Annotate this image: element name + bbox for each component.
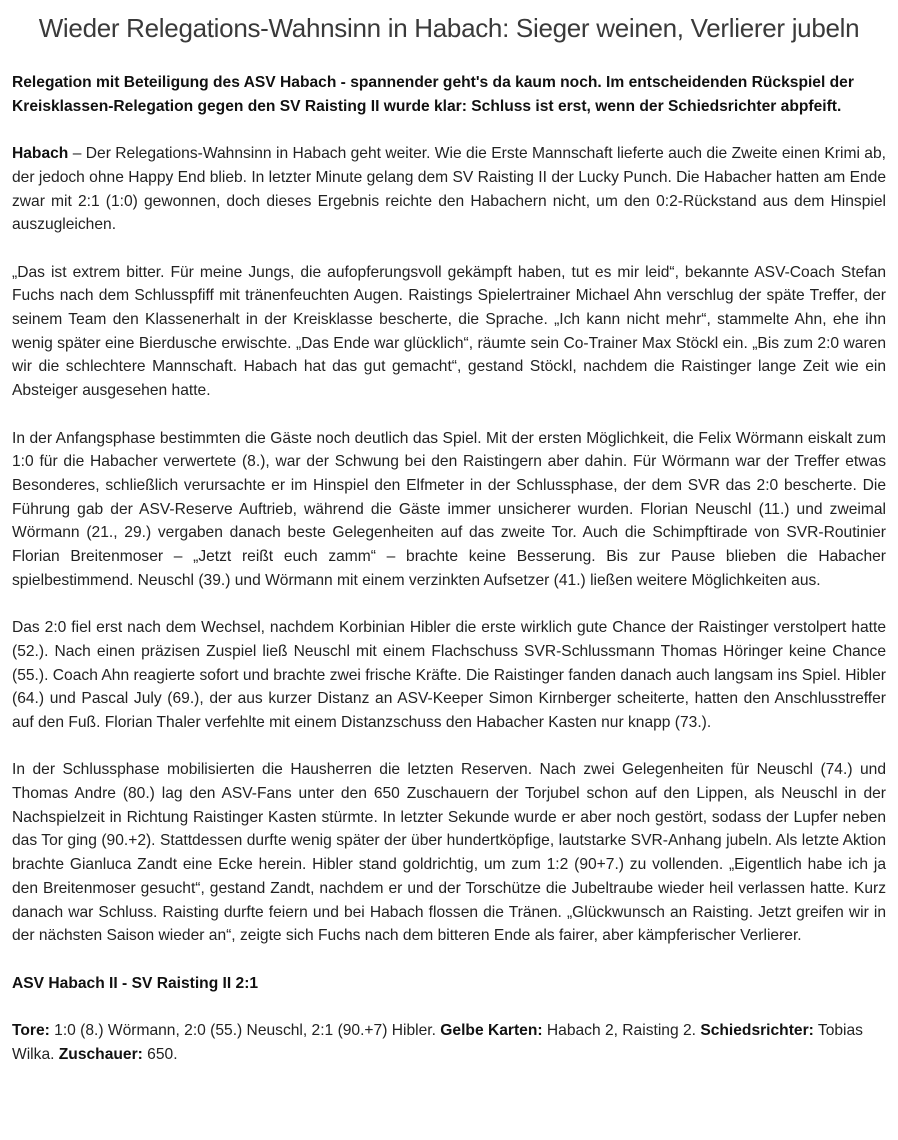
article-paragraph-4: Das 2:0 fiel erst nach dem Wechsel, nachdem Korbinian Hibler die erste wirklich gute Chance der Raistinger verstolpert hatte (52.). Nach einen präzisen Zuspiel ließ Neuschl mit einem Flachschuss SVR-Schlussmann Thomas Höringer keine Chance (55.). Coach Ahn reagierte sofort und brachte zwei frische Kräfte. Die Raistinger fanden danach auch langsam ins Spiel. Hibler (64.) und Pascal July (69.), der aus kurzer Distanz an ASV-Keeper Simon Kirnberger scheiterte, hatten den Anschlusstreffer auf den Fuß. Florian Thaler verfehlte mit einem Distanzschuss den Habacher Kasten nur knapp (73.). bbox=[12, 619, 886, 731]
article-paragraph-5: In der Schlussphase mobilisierten die Hausherren die letzten Reserven. Nach zwei Gelegenheiten für Neuschl (74.) und Thomas Andre (80.) lag den ASV-Fans unter den 650 Zuschauern der Torjubel schon auf den Lippen, als Neuschl in der Nachspielzeit in Richtung Raistinger Kasten stürmte. In letzter Sekunde wurde er aber noch gestört, sodass der Lupfer neben das Tor ging (90.+2). Stattdessen durfte wenig später der über hundertköpfige, lautstarke SVR-Anhang jubeln. Als letzte Aktion brachte Gianluca Zandt eine Ecke herein. Hibler stand goldrichtig, um zum 1:2 (90+7.) zu vollenden. „Eigentlich habe ich ja den Breitenmoser gesucht“, gestand Zandt, nachdem er und der Torschütze die Jubeltraube wieder heil verlassen hatte. Kurz danach war Schluss. Raisting durfte feiern und bei Habach flossen die Tränen. „Glückwunsch an Raisting. Jetzt greifen wir in der nächsten Saison wieder an“, zeigte sich Fuchs nach dem bitteren Ende als fairer, aber kämpferischer Verlierer. bbox=[12, 761, 886, 945]
spectators-label: Zuschauer: bbox=[58, 1045, 143, 1063]
spectators-value: 650. bbox=[142, 1045, 178, 1063]
article bbox=[12, 8, 886, 1066]
article-headline: Wieder Relegations-Wahnsinn in Habach: Sieger weinen, Verlierer jubeln bbox=[38, 13, 860, 43]
match-result-heading: ASV Habach II - SV Raisting II 2:1 bbox=[12, 974, 259, 992]
referee-value: Tobias Wilka. bbox=[12, 1022, 863, 1063]
goals-value: 1:0 (8.) Wörmann, 2:0 (55.) Neuschl, 2:1 (90.+7) Hibler. bbox=[49, 1022, 441, 1040]
goals-label: Tore: bbox=[12, 1022, 50, 1040]
article-paragraph-1 bbox=[12, 142, 886, 237]
referee-label: Schiedsrichter: bbox=[700, 1022, 814, 1040]
article-lead: Relegation mit Beteiligung des ASV Habach - spannender geht's da kaum noch. Im entscheidenden Rückspiel der Kreisklassen-Relegation gegen den SV Raisting II wurde klar: Schluss ist erst, wenn der Schiedsrichter abpfeift. bbox=[12, 74, 854, 115]
cards-label: Gelbe Karten: bbox=[440, 1022, 543, 1040]
article-dateline: Habach bbox=[12, 145, 69, 163]
cards-value: Habach 2, Raisting 2. bbox=[542, 1022, 701, 1040]
article-paragraph-3: In der Anfangsphase bestimmten die Gäste noch deutlich das Spiel. Mit der ersten Möglichkeit, die Felix Wörmann eiskalt zum 1:0 für die Habacher verwertete (8.), war der Schwung bei den Raistingern aber dahin. Für Wörmann war der Treffer etwas Besonderes, schließlich verursachte er im Hinspiel den Elfmeter in der Schlussphase, der dem SVR das 2:0 bescherte. Die Führung gab der ASV-Reserve Auftrieb, während die Gäste immer unsicherer wurden. Florian Neuschl (11.) und zweimal Wörmann (21., 29.) vergaben danach beste Gelegenheiten auf das zweite Tor. Auch die Schimpftirade von SVR-Routinier Florian Breitenmoser – „Jetzt reißt euch zamm“ – brachte keine Besserung. Bis zur Pause blieben die Habacher spielbestimmend. Neuschl (39.) und Wörmann mit einem verzinkten Aufsetzer (41.) ließen weitere Möglichkeiten aus. bbox=[12, 429, 886, 589]
match-facts bbox=[12, 1019, 886, 1066]
article-paragraph-2: „Das ist extrem bitter. Für meine Jungs, die aufopferungsvoll gekämpft haben, tut es mir leid“, bekannte ASV-Coach Stefan Fuchs nach dem Schlusspfiff mit tränenfeuchten Augen. Raistings Spielertrainer Michael Ahn verschlug der späte Treffer, der seinem Team den Klassenerhalt in der Kreisklasse bescherte, die Sprache. „Ich kann nicht mehr“, stammelte Ahn, ehe ihn wenig später eine Bierdusche erwischte. „Das Ende war glücklich“, räumte sein Co-Trainer Max Stöckl ein. „Bis zum 2:0 waren wir die schlechtere Mannschaft. Habach hat das gut gemacht“, gestand Stöckl, nachdem die Raistinger lange Zeit wie ein Absteiger ausgesehen hatte. bbox=[12, 263, 886, 400]
paragraph-1-text: – Der Relegations-Wahnsinn in Habach geht weiter. Wie die Erste Mannschaft lieferte auch die Zweite einen Krimi ab, der jedoch ohne Happy End blieb. In letzter Minute gelang dem SV Raisting II der Lucky Punch. Die Habacher hatten am Ende zwar mit 2:1 (1:0) gewonnen, doch dieses Ergebnis reichte den Habachern nicht, um den 0:2-Rückstand aus dem Hinspiel auszugleichen. bbox=[12, 145, 886, 234]
